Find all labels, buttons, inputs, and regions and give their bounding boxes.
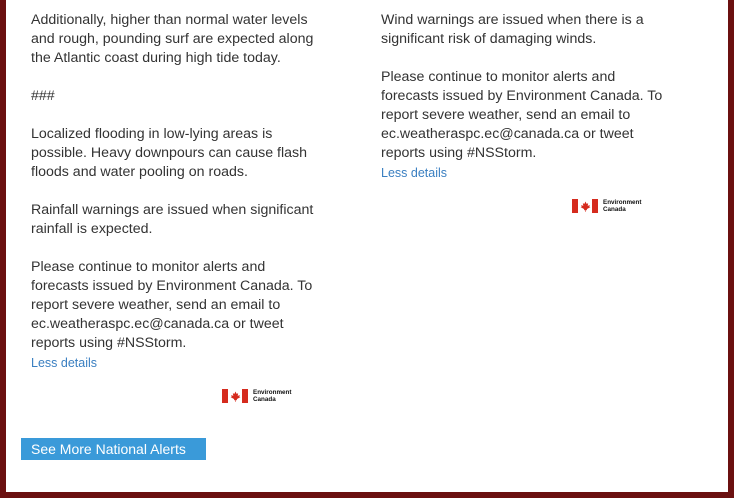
logo-text-line1: Environment <box>253 389 292 396</box>
frame-right-border <box>728 0 734 498</box>
environment-canada-logo <box>222 389 292 403</box>
alert-paragraph: Localized flooding in low-lying areas is possible. Heavy downpours can cause flash floods and water pooling on roads. <box>31 126 308 180</box>
alert-paragraph: Please continue to monitor alerts and forecasts issued by Environment Canada. To report severe weather, send an email to ec.weatheraspc.ec@canada.ca or tweet reports using #NSStorm. <box>381 69 663 161</box>
canada-flag-icon <box>572 199 598 213</box>
logo-text-line2: Canada <box>253 396 276 403</box>
less-details-link[interactable]: Less details <box>31 356 98 370</box>
alert-details-right <box>381 11 681 182</box>
environment-canada-logo <box>572 199 642 213</box>
alert-paragraph: Additionally, higher than normal water levels and rough, pounding surf are expected along the Atlantic coast during high tide today. <box>31 12 314 66</box>
frame-left-border <box>0 0 6 498</box>
alert-paragraph: Please continue to monitor alerts and forecasts issued by Environment Canada. To report severe weather, send an email to ec.weatheraspc.ec@canada.ca or tweet reports using #NSStorm. <box>31 259 313 351</box>
logo-text-line2: Canada <box>603 206 626 213</box>
alert-paragraph: Rainfall warnings are issued when significant rainfall is expected. <box>31 202 314 237</box>
alert-separator: ### <box>31 88 55 104</box>
canada-flag-icon <box>222 389 248 403</box>
alert-details-left <box>31 11 321 372</box>
alert-paragraph: Wind warnings are issued when there is a significant risk of damaging winds. <box>381 12 644 47</box>
logo-text-line1: Environment <box>603 199 642 206</box>
frame-bottom-border <box>0 492 734 498</box>
less-details-link[interactable]: Less details <box>381 166 448 180</box>
see-more-national-alerts-button[interactable]: See More National Alerts <box>21 438 206 460</box>
